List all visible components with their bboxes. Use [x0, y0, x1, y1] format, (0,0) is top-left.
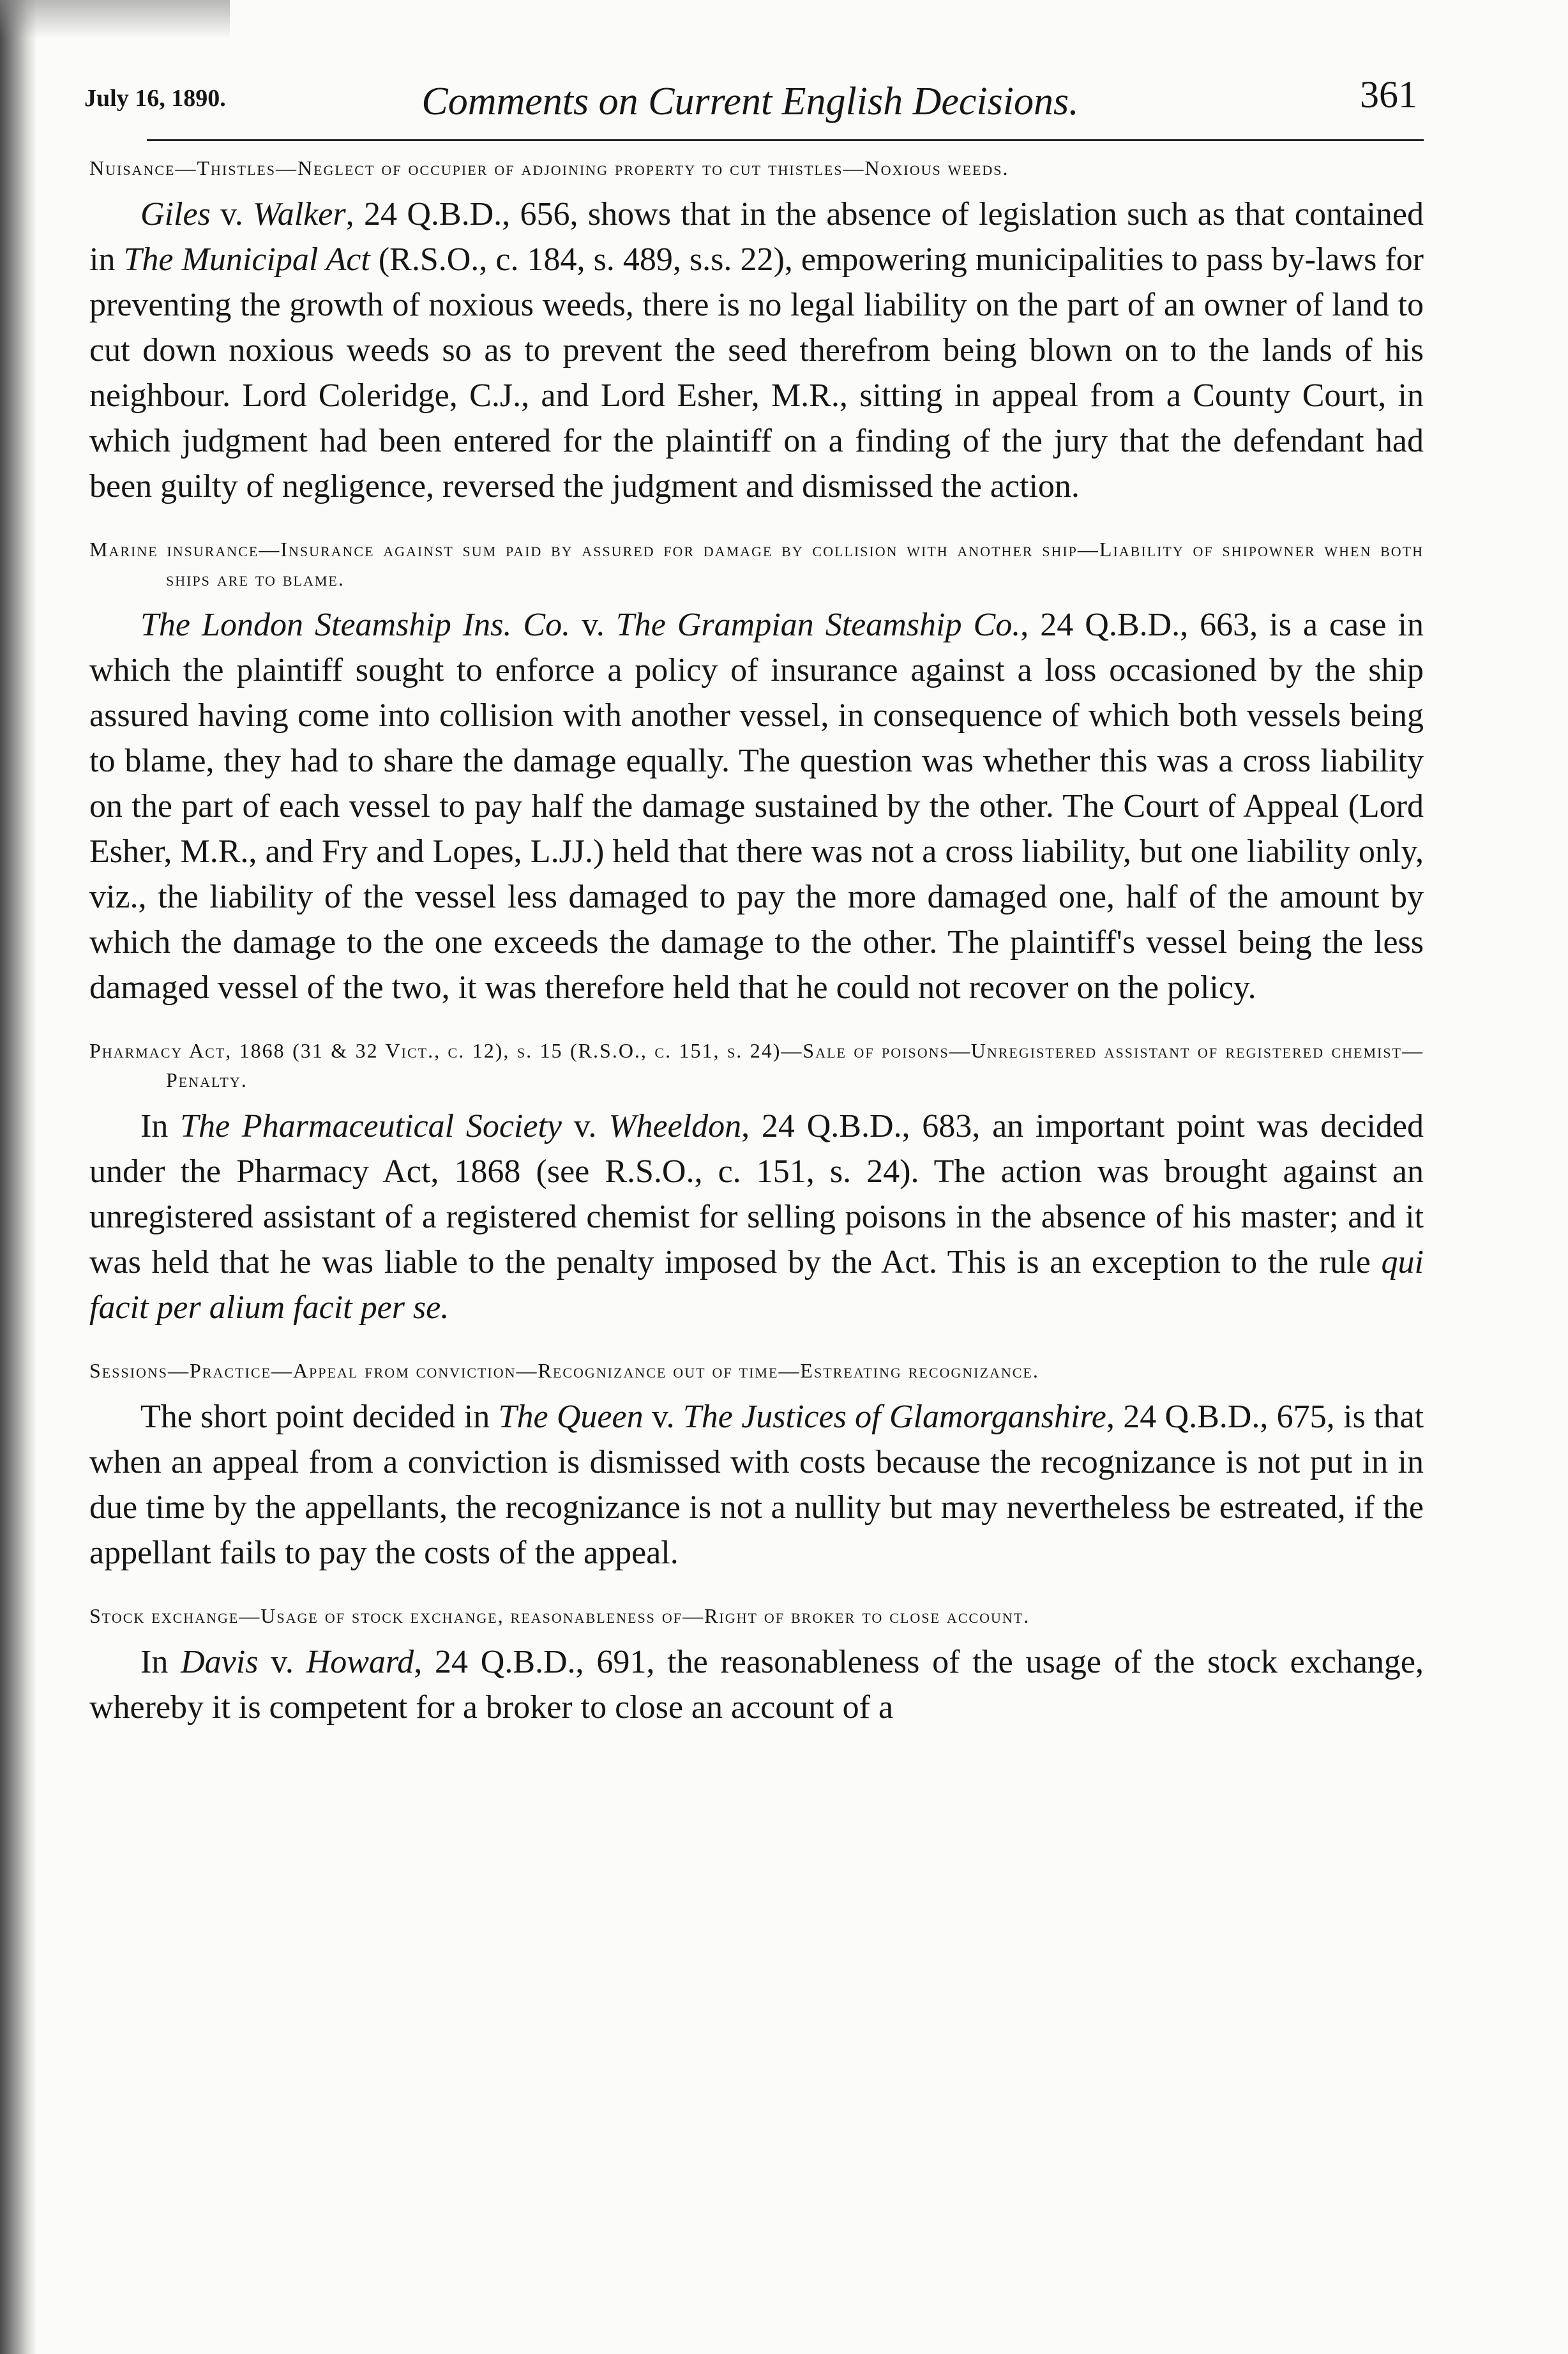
section-paragraph	[89, 1104, 1424, 1330]
section-heading: Stock exchange—Usage of stock exchange, reasonableness of—Right of broker to close account.	[89, 1604, 1030, 1627]
section-paragraph	[89, 602, 1424, 1010]
text-run: In	[140, 1644, 181, 1680]
text-run: v.	[210, 196, 253, 232]
scan-corner-shadow	[0, 0, 230, 38]
section-heading: Sessions—Practice—Appeal from conviction—Recognizance out of time—Estreating recognizance.	[89, 1359, 1039, 1382]
text-run: , 24 Q.B.D., 683, an important point was decided under the Pharmacy Act, 1868 (see R.S.O., c. 151, s. 24). The action was brought against an unregistered assistant of a registered chemist for selling poisons in the absence of his master; and it was held that he was liable to the penalty imposed by the Act. This is an exception to the rule	[89, 1108, 1424, 1280]
case-name-run: qui facit per alium facit per se.	[89, 1244, 1424, 1326]
section-heading: Pharmacy Act, 1868 (31 & 32 Vict., c. 12), s. 15 (R.S.O., c. 151, s. 24)—Sale of poisons—Unregistered assistant of registered chemist—Penalty.	[89, 1039, 1424, 1091]
scan-binding-shadow	[0, 0, 37, 2354]
case-name-run: Wheeldon	[608, 1108, 742, 1144]
section-paragraph	[89, 1639, 1424, 1730]
text-run: In	[140, 1108, 181, 1144]
case-name-run: The Justices of Glamorganshire	[682, 1399, 1106, 1435]
section-paragraph	[89, 192, 1424, 509]
case-name-run: The Municipal Act	[123, 241, 370, 278]
header-date: July 16, 1890.	[84, 85, 226, 112]
case-name-run: The Pharmaceutical Society	[180, 1108, 562, 1144]
case-name-run: Howard	[306, 1644, 414, 1680]
header-title: Comments on Current English Decisions.	[421, 80, 1079, 123]
case-name-run: Davis	[181, 1644, 259, 1680]
section-sessions	[89, 1356, 1424, 1576]
section-heading: Marine insurance—Insurance against sum paid by assured for damage by collision with another ship—Liability of shipowner when both ships are to blame.	[89, 538, 1424, 590]
running-header	[77, 70, 1424, 140]
text-run: v.	[570, 607, 616, 643]
section-heading: Nuisance—Thistles—Neglect of occupier of adjoining property to cut thistles—Noxious weeds.	[89, 156, 1009, 179]
text-run: , 24 Q.B.D., 691, the reasonableness of the usage of the stock exchange, whereby it is competent for a broker to close an account of a	[89, 1644, 1424, 1726]
text-run: , 24 Q.B.D., 656, shows that in the absence of legislation such as that contained in	[89, 196, 1424, 278]
text-run: , 24 Q.B.D., 663, is a case in which the plaintiff sought to enforce a policy of insurance against a loss occasioned by the ship assured having come into collision with another vessel, in consequence of which both vessels being to blame, they had to share the damage equally. The question was whether this was a cross liability on the part of each vessel to pay half the damage sustained by the other. The Court of Appeal (Lord Esher, M.R., and Fry and Lopes, L.JJ.) held that there was not a cross liability, but one liability only, viz., the liability of the vessel less damaged to pay the more damaged one, half of the amount by which the damage to the one exceeds the damage to the other. The plaintiff's vessel being the less damaged vessel of the two, it was therefore held that he could not recover on the policy.	[89, 607, 1424, 1006]
page-number: 361	[1360, 73, 1417, 116]
section-marine-insurance	[89, 535, 1424, 1010]
section-nuisance	[89, 153, 1424, 509]
text-run: , 24 Q.B.D., 675, is that when an appeal from a conviction is dismissed with costs because the recognizance is not put in in due time by the appellants, the recognizance is not a nullity but may nevertheless be estreated, if the appellant fails to pay the costs of the appeal.	[89, 1399, 1424, 1571]
case-name-run: The London Steamship Ins. Co.	[140, 607, 571, 643]
header-rule	[147, 139, 1424, 141]
text-run: v.	[561, 1108, 609, 1144]
text-run: The short point decided in	[140, 1399, 499, 1435]
article-body	[89, 153, 1424, 1756]
case-name-run: Walker	[253, 196, 346, 232]
text-run: v.	[643, 1399, 683, 1435]
text-run: v.	[258, 1644, 306, 1680]
section-stock-exchange	[89, 1601, 1424, 1730]
section-paragraph	[89, 1394, 1424, 1576]
case-name-run: The Queen	[498, 1399, 644, 1435]
section-pharmacy-act	[89, 1036, 1424, 1330]
text-run: (R.S.O., c. 184, s. 489, s.s. 22), empowering municipalities to pass by-laws for preventing the growth of noxious weeds, there is no legal liability on the part of an owner of land to cut down noxious weeds so as to prevent the seed therefrom being blown on to the lands of his neighbour. Lord Coleridge, C.J., and Lord Esher, M.R., sitting in appeal from a County Court, in which judgment had been entered for the plaintiff on a finding of the jury that the defendant had been guilty of negligence, reversed the judgment and dismissed the action.	[89, 241, 1424, 505]
case-name-run: The Grampian Steamship Co.	[615, 607, 1021, 643]
case-name-run: Giles	[140, 196, 211, 232]
